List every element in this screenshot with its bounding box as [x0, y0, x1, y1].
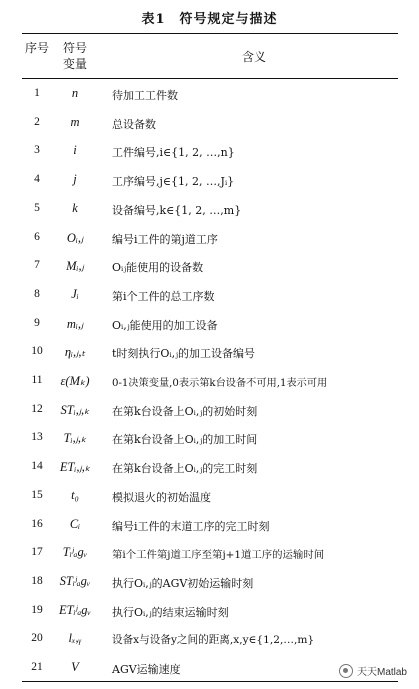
row-meaning: Oᵢⱼ能使用的设备数	[112, 261, 204, 275]
table-row	[0, 484, 419, 513]
row-number: 11	[31, 374, 43, 386]
row-meaning: AGV运输速度	[112, 663, 181, 676]
row-symbol: ηᵢ,ⱼ,ₜ	[64, 345, 86, 360]
row-meaning: 第i个工件第j道工序至第j+1道工序的运输时间	[112, 549, 325, 562]
watermark-text: 天天Matlab	[356, 667, 407, 678]
row-number: 14	[31, 460, 43, 473]
table-row	[0, 168, 419, 197]
table-row	[0, 197, 419, 226]
table-row	[0, 570, 419, 599]
table-row	[0, 226, 419, 255]
row-symbol: STᵢʲₐgᵥ	[59, 573, 91, 588]
row-number: 20	[31, 632, 43, 645]
row-meaning: 总设备数	[112, 117, 156, 131]
row-number: 17	[31, 546, 43, 559]
row-meaning: 编号i工件的第j道工序	[112, 232, 218, 246]
row-number: 4	[34, 173, 40, 186]
row-number: 1	[34, 87, 40, 99]
table-row	[0, 426, 419, 455]
table-row	[0, 82, 419, 111]
row-symbol: V	[71, 660, 79, 674]
header-symbol: 符号变量	[63, 41, 88, 71]
table-row	[0, 513, 419, 542]
table-row	[0, 340, 419, 369]
row-symbol: n	[71, 86, 79, 100]
row-number: 16	[31, 517, 43, 530]
row-number: 2	[34, 115, 40, 128]
row-number: 8	[34, 287, 40, 300]
row-meaning: t时刻执行Oᵢ,ⱼ的加工设备编号	[112, 347, 256, 361]
watermark	[337, 662, 409, 679]
row-symbol: Tᵢ,ⱼ,ₖ	[63, 431, 87, 446]
row-meaning: 在第k台设备上Oᵢ,ⱼ的完工时刻	[112, 462, 258, 476]
row-symbol: Oᵢ,ⱼ	[66, 230, 84, 245]
header-meaning: 含义	[241, 50, 266, 64]
row-meaning: 工序编号,j∈{1, 2, …,Jᵢ}	[112, 175, 235, 189]
row-symbol: lₓ,ᵧ	[68, 631, 82, 646]
row-symbol: Cᵢ	[69, 516, 81, 531]
row-symbol: Jᵢ	[71, 286, 79, 301]
table-bottom-rule	[22, 681, 398, 682]
row-number: 7	[34, 259, 40, 272]
table-row	[0, 369, 419, 398]
table-row	[0, 599, 419, 628]
row-symbol: Tᵢʲₐgᵥ	[62, 545, 88, 560]
wechat-icon	[339, 664, 353, 678]
row-symbol: k	[72, 200, 78, 215]
row-meaning: 工件编号,i∈{1, 2, …,n}	[112, 146, 235, 160]
row-meaning: 编号i工件的末道工序的完工时刻	[112, 519, 270, 533]
row-number: 15	[31, 488, 43, 501]
table-header-rule	[22, 78, 398, 79]
row-number: 3	[34, 144, 40, 157]
table-row	[0, 283, 419, 312]
row-symbol: ETᵢʲₐgᵥ	[58, 602, 92, 617]
header-number: 序号	[24, 41, 49, 55]
table-row	[0, 541, 419, 570]
row-meaning: 在第k台设备上Oᵢ,ⱼ的加工时间	[112, 433, 258, 447]
row-meaning: 0-1决策变量,0表示第k台设备不可用,1表示可用	[112, 378, 328, 389]
row-number: 18	[31, 574, 43, 587]
row-meaning: 待加工工件数	[112, 89, 178, 102]
row-number: 13	[31, 431, 43, 444]
row-symbol: Mᵢ,ⱼ	[66, 259, 84, 274]
row-meaning: 执行Oᵢ,ⱼ的AGV初始运输时刻	[112, 576, 254, 590]
row-number: 6	[34, 230, 40, 243]
table-row	[0, 111, 419, 140]
row-number: 12	[31, 402, 43, 415]
row-symbol: ε(Mₖ)	[60, 374, 90, 388]
row-number: 9	[34, 316, 40, 329]
row-symbol: i	[73, 143, 77, 158]
row-number: 5	[34, 201, 40, 214]
row-meaning: 执行Oᵢ,ⱼ的结束运输时刻	[112, 605, 229, 619]
row-meaning: 在第k台设备上Oᵢ,ⱼ的初始时刻	[112, 404, 258, 418]
table-row	[0, 627, 419, 656]
table-row	[0, 312, 419, 341]
table-row	[0, 455, 419, 484]
row-symbol: j	[73, 172, 77, 187]
table-top-rule	[22, 33, 398, 34]
row-meaning: Oᵢ,ⱼ能使用的加工设备	[112, 318, 218, 332]
row-meaning: 模拟退火的初始温度	[112, 490, 211, 504]
row-symbol: STᵢ,ⱼ,ₖ	[60, 402, 90, 417]
row-symbol: t₀	[71, 487, 79, 502]
row-symbol: mᵢ,ⱼ	[66, 316, 84, 331]
row-symbol: m	[70, 114, 80, 129]
table-row	[0, 139, 419, 168]
row-meaning: 设备编号,k∈{1, 2, …,m}	[112, 203, 242, 217]
row-meaning: 设备x与设备y之间的距离,x,y∈{1,2,…,m}	[112, 634, 315, 647]
table-title: 表1 符号规定与描述	[141, 12, 278, 27]
row-meaning: 第i个工件的总工序数	[112, 289, 215, 303]
table-row	[0, 254, 419, 283]
table-row	[0, 398, 419, 427]
row-number: 21	[31, 661, 43, 673]
row-symbol: ETᵢ,ⱼ,ₖ	[59, 460, 91, 475]
row-number: 10	[31, 345, 43, 358]
row-number: 19	[31, 603, 43, 616]
